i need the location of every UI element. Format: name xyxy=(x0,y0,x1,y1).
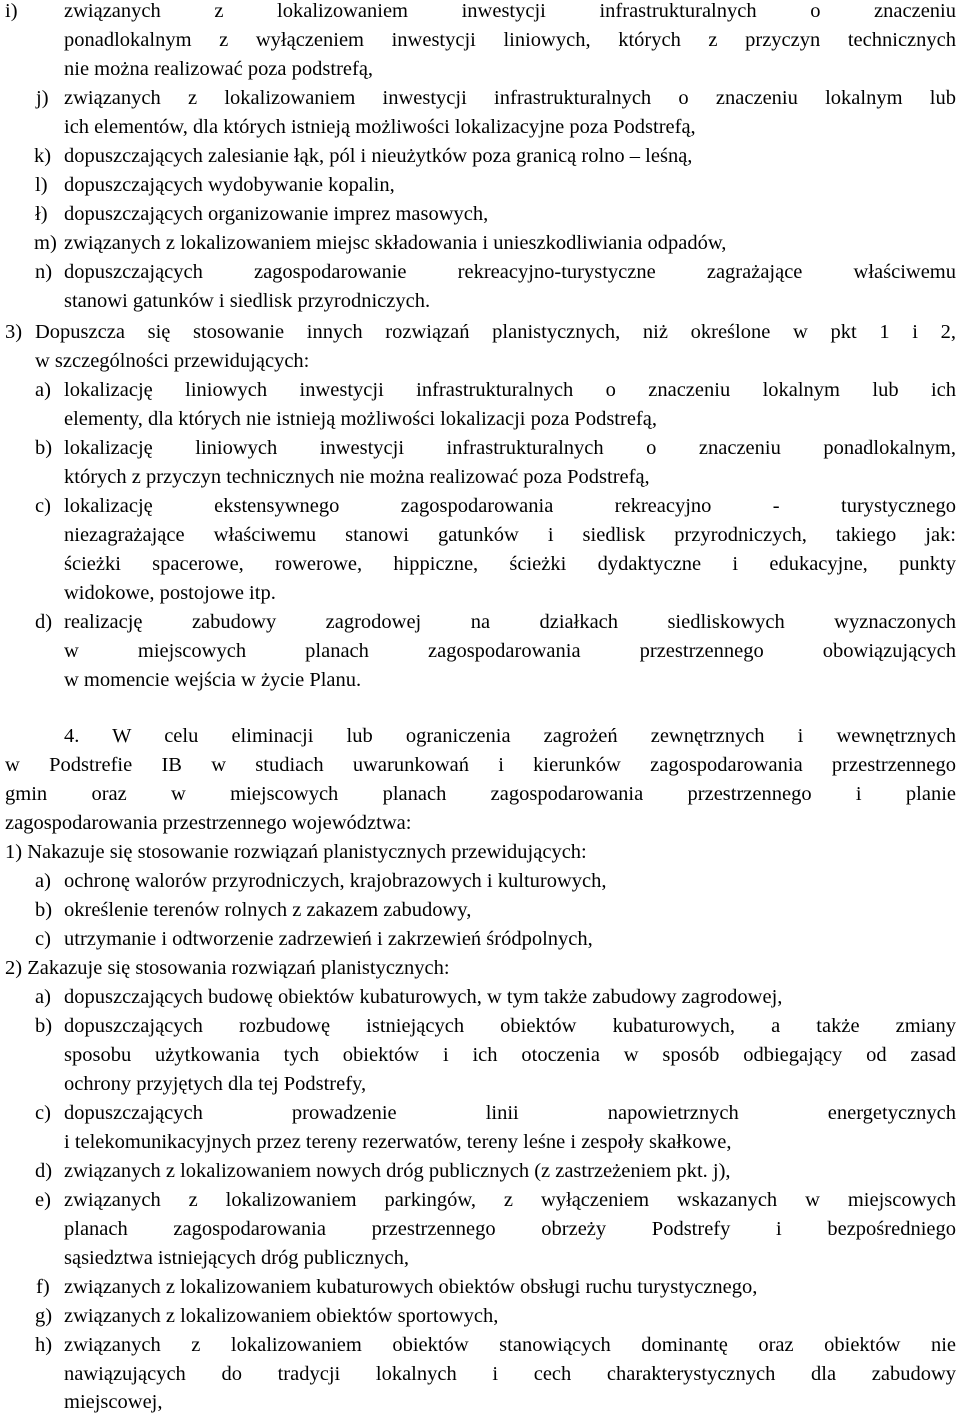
point-1c-marker: c) xyxy=(35,928,51,950)
list-marker-j: j) xyxy=(36,87,49,109)
point-2-heading: 2) Zakazuje się stosowania rozwiązań planistycznych: xyxy=(5,957,450,979)
point-3c-line-4: widokowe, postojowe itp. xyxy=(64,582,276,604)
point-3b-marker: b) xyxy=(35,437,53,459)
point-2c-marker: c) xyxy=(35,1102,51,1124)
point-2b-line-1: dopuszczających rozbudowę istniejących obiektów kubaturowych, a także zmiany xyxy=(64,1015,956,1037)
item-n-line-1: dopuszczających zagospodarowanie rekreacyjno-turystyczne zagrażające właściwemu xyxy=(64,261,956,283)
point-2h-line-2: nawiązujących do tradycji lokalnych i cech charakterystycznych dla zabudowy xyxy=(64,1363,956,1385)
point-2g-text: związanych z lokalizowaniem obiektów sportowych, xyxy=(64,1305,499,1327)
point-3c-marker: c) xyxy=(35,495,51,517)
point-3d-line-2: w miejscowych planach zagospodarowania przestrzennego obowiązujących xyxy=(64,640,956,662)
point-3a-line-1: lokalizację liniowych inwestycji infrastrukturalnych o znaczeniu lokalnym lub ich xyxy=(64,379,956,401)
point-2a-text: dopuszczających budowę obiektów kubaturowych, w tym także zabudowy zagrodowej, xyxy=(64,986,783,1008)
list-marker-k: k) xyxy=(34,145,52,167)
point-3d-marker: d) xyxy=(35,611,53,633)
point-3d-line-3: w momencie wejścia w życie Planu. xyxy=(64,669,362,691)
item-i-line-1: związanych z lokalizowaniem inwestycji infrastrukturalnych o znaczeniu xyxy=(64,0,956,22)
point-3c-line-3: ścieżki spacerowe, rowerowe, hippiczne, ścieżki dydaktyczne i edukacyjne, punkty xyxy=(64,553,956,575)
point-3b-line-1: lokalizację liniowych inwestycji infrastrukturalnych o znaczeniu ponadlokalnym, xyxy=(64,437,956,459)
point-1c-text: utrzymanie i odtworzenie zadrzewień i zakrzewień śródpolnych, xyxy=(64,928,593,950)
point-2e-line-3: sąsiedztwa istniejących dróg publicznych, xyxy=(64,1247,409,1269)
point-2h-line-3: miejscowej, xyxy=(64,1391,163,1413)
point-2h-marker: h) xyxy=(35,1334,53,1356)
point-3b-line-2: których z przyczyn technicznych nie można realizować poza Podstrefą, xyxy=(64,466,650,488)
item-l-line-1: dopuszczających wydobywanie kopalin, xyxy=(64,174,395,196)
item-k-line-1: dopuszczających zalesianie łąk, pól i nieużytków poza granicą rolno – leśną, xyxy=(64,145,693,167)
point-2c-line-2: i telekomunikacyjnych przez tereny rezerwatów, tereny leśne i zespoły skałkowe, xyxy=(64,1131,732,1153)
item-j-line-2: ich elementów, dla których istnieją możliwości lokalizacyjne poza Podstrefą, xyxy=(64,116,696,138)
point-2e-line-1: związanych z lokalizowaniem parkingów, z wyłączeniem wskazanych w miejscowych xyxy=(64,1189,956,1211)
point-2a-marker: a) xyxy=(35,986,51,1008)
point-3-line-2: w szczególności przewidujących: xyxy=(35,350,310,372)
item-j-line-1: związanych z lokalizowaniem inwestycji infrastrukturalnych o znaczeniu lokalnym lub xyxy=(64,87,956,109)
point-3-marker: 3) xyxy=(5,321,23,343)
point-1-heading: 1) Nakazuje się stosowanie rozwiązań planistycznych przewidujących: xyxy=(5,841,587,863)
item-n-line-2: stanowi gatunków i siedlisk przyrodniczych. xyxy=(64,290,431,312)
point-2h-line-1: związanych z lokalizowaniem obiektów stanowiących dominantę oraz obiektów nie xyxy=(64,1334,956,1356)
point-3d-line-1: realizację zabudowy zagrodowej na działkach siedliskowych wyznaczonych xyxy=(64,611,956,633)
point-3c-line-2: niezagrażające właściwemu stanowi gatunków i siedlisk przyrodniczych, takiego jak: xyxy=(64,524,956,546)
list-marker-l-stroke: ł) xyxy=(35,203,48,225)
section-4-line-4: zagospodarowania przestrzennego województwa: xyxy=(5,812,412,834)
point-2f-marker: f) xyxy=(36,1276,50,1298)
point-1a-marker: a) xyxy=(35,870,51,892)
section-4-line-1: 4. W celu eliminacji lub ograniczenia zagrożeń zewnętrznych i wewnętrznych xyxy=(64,725,956,747)
list-marker-n: n) xyxy=(35,261,53,283)
point-3-line-1: Dopuszcza się stosowanie innych rozwiązań planistycznych, niż określone w pkt 1 i 2, xyxy=(35,321,956,343)
list-marker-l: l) xyxy=(35,174,48,196)
list-marker-i: i) xyxy=(5,0,18,22)
point-2d-marker: d) xyxy=(35,1160,53,1182)
point-1b-marker: b) xyxy=(35,899,53,921)
item-i-line-2: ponadlokalnym z wyłączeniem inwestycji liniowych, których z przyczyn technicznych xyxy=(64,29,956,51)
point-1a-text: ochronę walorów przyrodniczych, krajobrazowych i kulturowych, xyxy=(64,870,607,892)
item-l-stroke-line-1: dopuszczających organizowanie imprez masowych, xyxy=(64,203,489,225)
point-3a-marker: a) xyxy=(35,379,51,401)
point-3a-line-2: elementy, dla których nie istnieją możliwości lokalizacji poza Podstrefą, xyxy=(64,408,657,430)
item-i-line-3: nie można realizować poza podstrefą, xyxy=(64,58,374,80)
point-2b-line-2: sposobu użytkowania tych obiektów i ich otoczenia w sposób odbiegający od zasad xyxy=(64,1044,956,1066)
list-marker-m: m) xyxy=(34,232,57,254)
item-m-line-1: związanych z lokalizowaniem miejsc składowania i unieszkodliwiania odpadów, xyxy=(64,232,727,254)
point-2e-marker: e) xyxy=(35,1189,51,1211)
point-2g-marker: g) xyxy=(35,1305,53,1327)
point-2e-line-2: planach zagospodarowania przestrzennego obrzeży Podstrefy i bezpośredniego xyxy=(64,1218,956,1240)
section-4-line-2: w Podstrefie IB w studiach uwarunkowań i kierunków zagospodarowania przestrzennego xyxy=(5,754,956,776)
point-2c-line-1: dopuszczających prowadzenie linii napowietrznych energetycznych xyxy=(64,1102,956,1124)
point-2b-marker: b) xyxy=(35,1015,53,1037)
point-3c-line-1: lokalizację ekstensywnego zagospodarowania rekreacyjno - turystycznego xyxy=(64,495,956,517)
point-2b-line-3: ochrony przyjętych dla tej Podstrefy, xyxy=(64,1073,367,1095)
point-1b-text: określenie terenów rolnych z zakazem zabudowy, xyxy=(64,899,472,921)
point-2d-text: związanych z lokalizowaniem nowych dróg publicznych (z zastrzeżeniem pkt. j), xyxy=(64,1160,731,1182)
section-4-line-3: gmin oraz w miejscowych planach zagospodarowania przestrzennego i planie xyxy=(5,783,956,805)
point-2f-text: związanych z lokalizowaniem kubaturowych obiektów obsługi ruchu turystycznego, xyxy=(64,1276,758,1298)
